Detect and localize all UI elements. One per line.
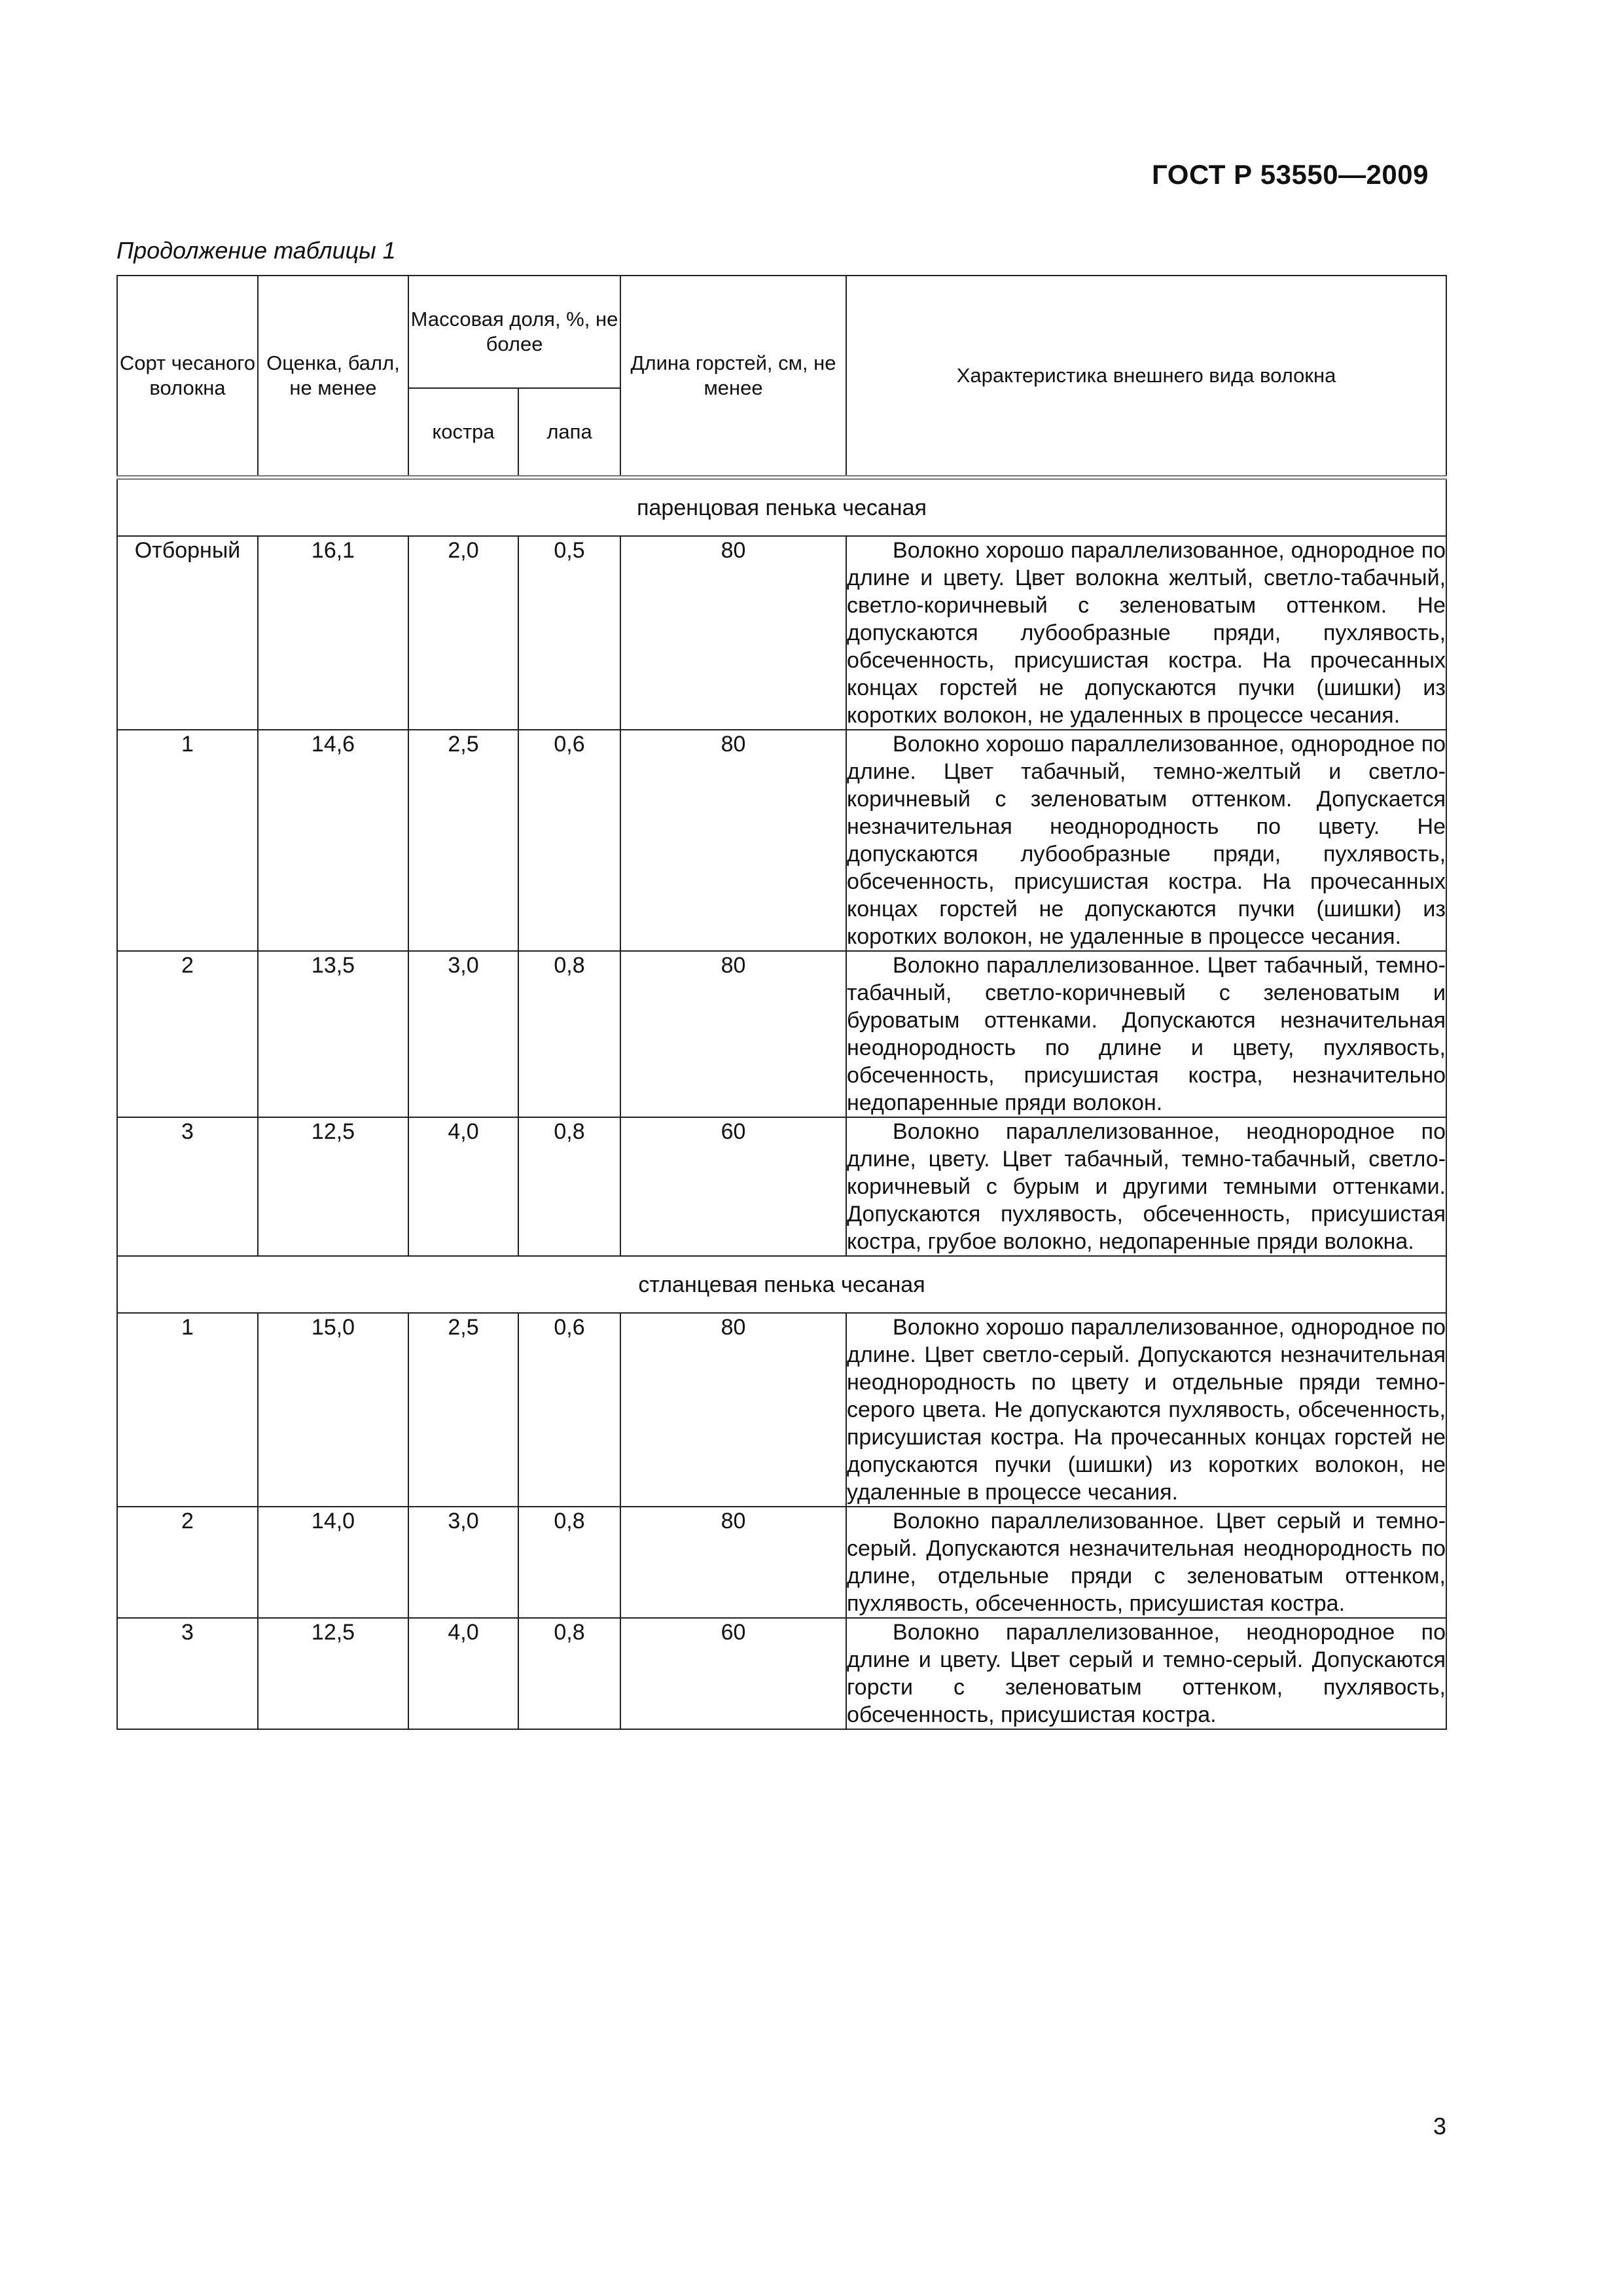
table-row <box>117 1507 1446 1618</box>
section-title: паренцовая пенька чесаная <box>117 478 1446 537</box>
header-score: Оценка, балл, не менее <box>258 276 408 478</box>
cell-score: 15,0 <box>258 1313 408 1507</box>
header-fire: костра <box>408 388 518 478</box>
header-length: Длина горстей, см, не менее <box>620 276 846 478</box>
header-grade: Сорт чесаного волокна <box>117 276 258 478</box>
cell-grade: 3 <box>117 1618 258 1729</box>
cell-score: 16,1 <box>258 536 408 730</box>
fiber-spec-table <box>116 275 1447 1730</box>
cell-grade: 3 <box>117 1117 258 1256</box>
cell-appearance: Волокно параллелизованное. Цвет табачный, темно-табачный, светло-коричневый с зеленоватым и буроватым оттенками. Допускаются незначительная неоднородность по длине и цвету, пухлявость, обсеченность, присушистая костра, незначительно недопаренные пряди волокон. <box>846 951 1446 1117</box>
cell-fire: 2,5 <box>408 730 518 951</box>
cell-fire: 2,0 <box>408 536 518 730</box>
table-row <box>117 1117 1446 1256</box>
table-row <box>117 1618 1446 1729</box>
cell-lapa: 0,8 <box>518 1507 620 1618</box>
cell-appearance: Волокно хорошо параллелизованное, однородное по длине. Цвет светло-серый. Допускаются незначительная неоднородность по цвету и отдельные пряди темно-серого цвета. Не допускаются пухлявость, обсеченность, присушистая костра. На прочесанных концах горстей не допускаются пучки (шишки) из коротких волокон, не удаленные в процессе чесания. <box>846 1313 1446 1507</box>
cell-length: 60 <box>620 1618 846 1729</box>
cell-appearance: Волокно хорошо параллелизованное, однородное по длине. Цвет табачный, темно-желтый и светло-коричневый с зеленоватым оттенком. Допускается незначительная неоднородность по цвету. Не допускаются лубообразные пряди, пухлявость, обсеченность, присушистая костра. На прочесанных концах горстей не допускаются пучки (шишки) из коротких волокон, не удаленные в процессе чесания. <box>846 730 1446 951</box>
cell-score: 13,5 <box>258 951 408 1117</box>
cell-fire: 3,0 <box>408 951 518 1117</box>
cell-score: 12,5 <box>258 1618 408 1729</box>
cell-length: 80 <box>620 951 846 1117</box>
cell-length: 60 <box>620 1117 846 1256</box>
header-lapa: лапа <box>518 388 620 478</box>
cell-appearance: Волокно параллелизованное. Цвет серый и темно-серый. Допускаются незначительная неоднородность по длине, отдельные пряди с зеленоватым оттенком, пухлявость, обсеченность, присушистая костра. <box>846 1507 1446 1618</box>
table-row <box>117 951 1446 1117</box>
document-id: ГОСТ Р 53550—2009 <box>1152 159 1429 190</box>
cell-lapa: 0,8 <box>518 951 620 1117</box>
cell-grade: 2 <box>117 1507 258 1618</box>
cell-lapa: 0,8 <box>518 1117 620 1256</box>
table-continuation-caption: Продолжение таблицы 1 <box>116 237 396 264</box>
table-row <box>117 730 1446 951</box>
cell-grade: 1 <box>117 730 258 951</box>
cell-fire: 4,0 <box>408 1618 518 1729</box>
header-appearance: Характеристика внешнего вида волокна <box>846 276 1446 478</box>
cell-fire: 4,0 <box>408 1117 518 1256</box>
cell-lapa: 0,6 <box>518 730 620 951</box>
cell-length: 80 <box>620 536 846 730</box>
cell-appearance: Волокно параллелизованное, неоднородное по длине и цвету. Цвет серый и темно-серый. Допускаются горсти с зеленоватым оттенком, пухлявость, обсеченность, присушистая костра. <box>846 1618 1446 1729</box>
table-row <box>117 1313 1446 1507</box>
cell-length: 80 <box>620 1313 846 1507</box>
cell-appearance: Волокно хорошо параллелизованное, однородное по длине и цвету. Цвет волокна желтый, светло-табачный, светло-коричневый с зеленоватым оттенком. Не допускаются лубообразные пряди, пухлявость, обсеченность, присушистая костра. На прочесанных концах горстей не допускаются пучки (шишки) из коротких волокон, не удаленных в процессе чесания. <box>846 536 1446 730</box>
page-number: 3 <box>1433 2113 1446 2140</box>
section-title: стланцевая пенька чесаная <box>117 1256 1446 1313</box>
cell-lapa: 0,5 <box>518 536 620 730</box>
cell-score: 12,5 <box>258 1117 408 1256</box>
header-mass-fraction: Массовая доля, %, не более <box>408 276 620 388</box>
cell-grade: 2 <box>117 951 258 1117</box>
cell-length: 80 <box>620 1507 846 1618</box>
cell-length: 80 <box>620 730 846 951</box>
cell-lapa: 0,6 <box>518 1313 620 1507</box>
cell-appearance: Волокно параллелизованное, неоднородное по длине, цвету. Цвет табачный, темно-табачный, светло-коричневый с бурым и другими темными оттенками. Допускаются пухлявость, обсеченность, присушистая костра, грубое волокно, недопаренные пряди волокна. <box>846 1117 1446 1256</box>
cell-score: 14,0 <box>258 1507 408 1618</box>
cell-fire: 2,5 <box>408 1313 518 1507</box>
cell-score: 14,6 <box>258 730 408 951</box>
cell-grade: 1 <box>117 1313 258 1507</box>
table-row <box>117 536 1446 730</box>
cell-lapa: 0,8 <box>518 1618 620 1729</box>
cell-grade: Отборный <box>117 536 258 730</box>
cell-fire: 3,0 <box>408 1507 518 1618</box>
